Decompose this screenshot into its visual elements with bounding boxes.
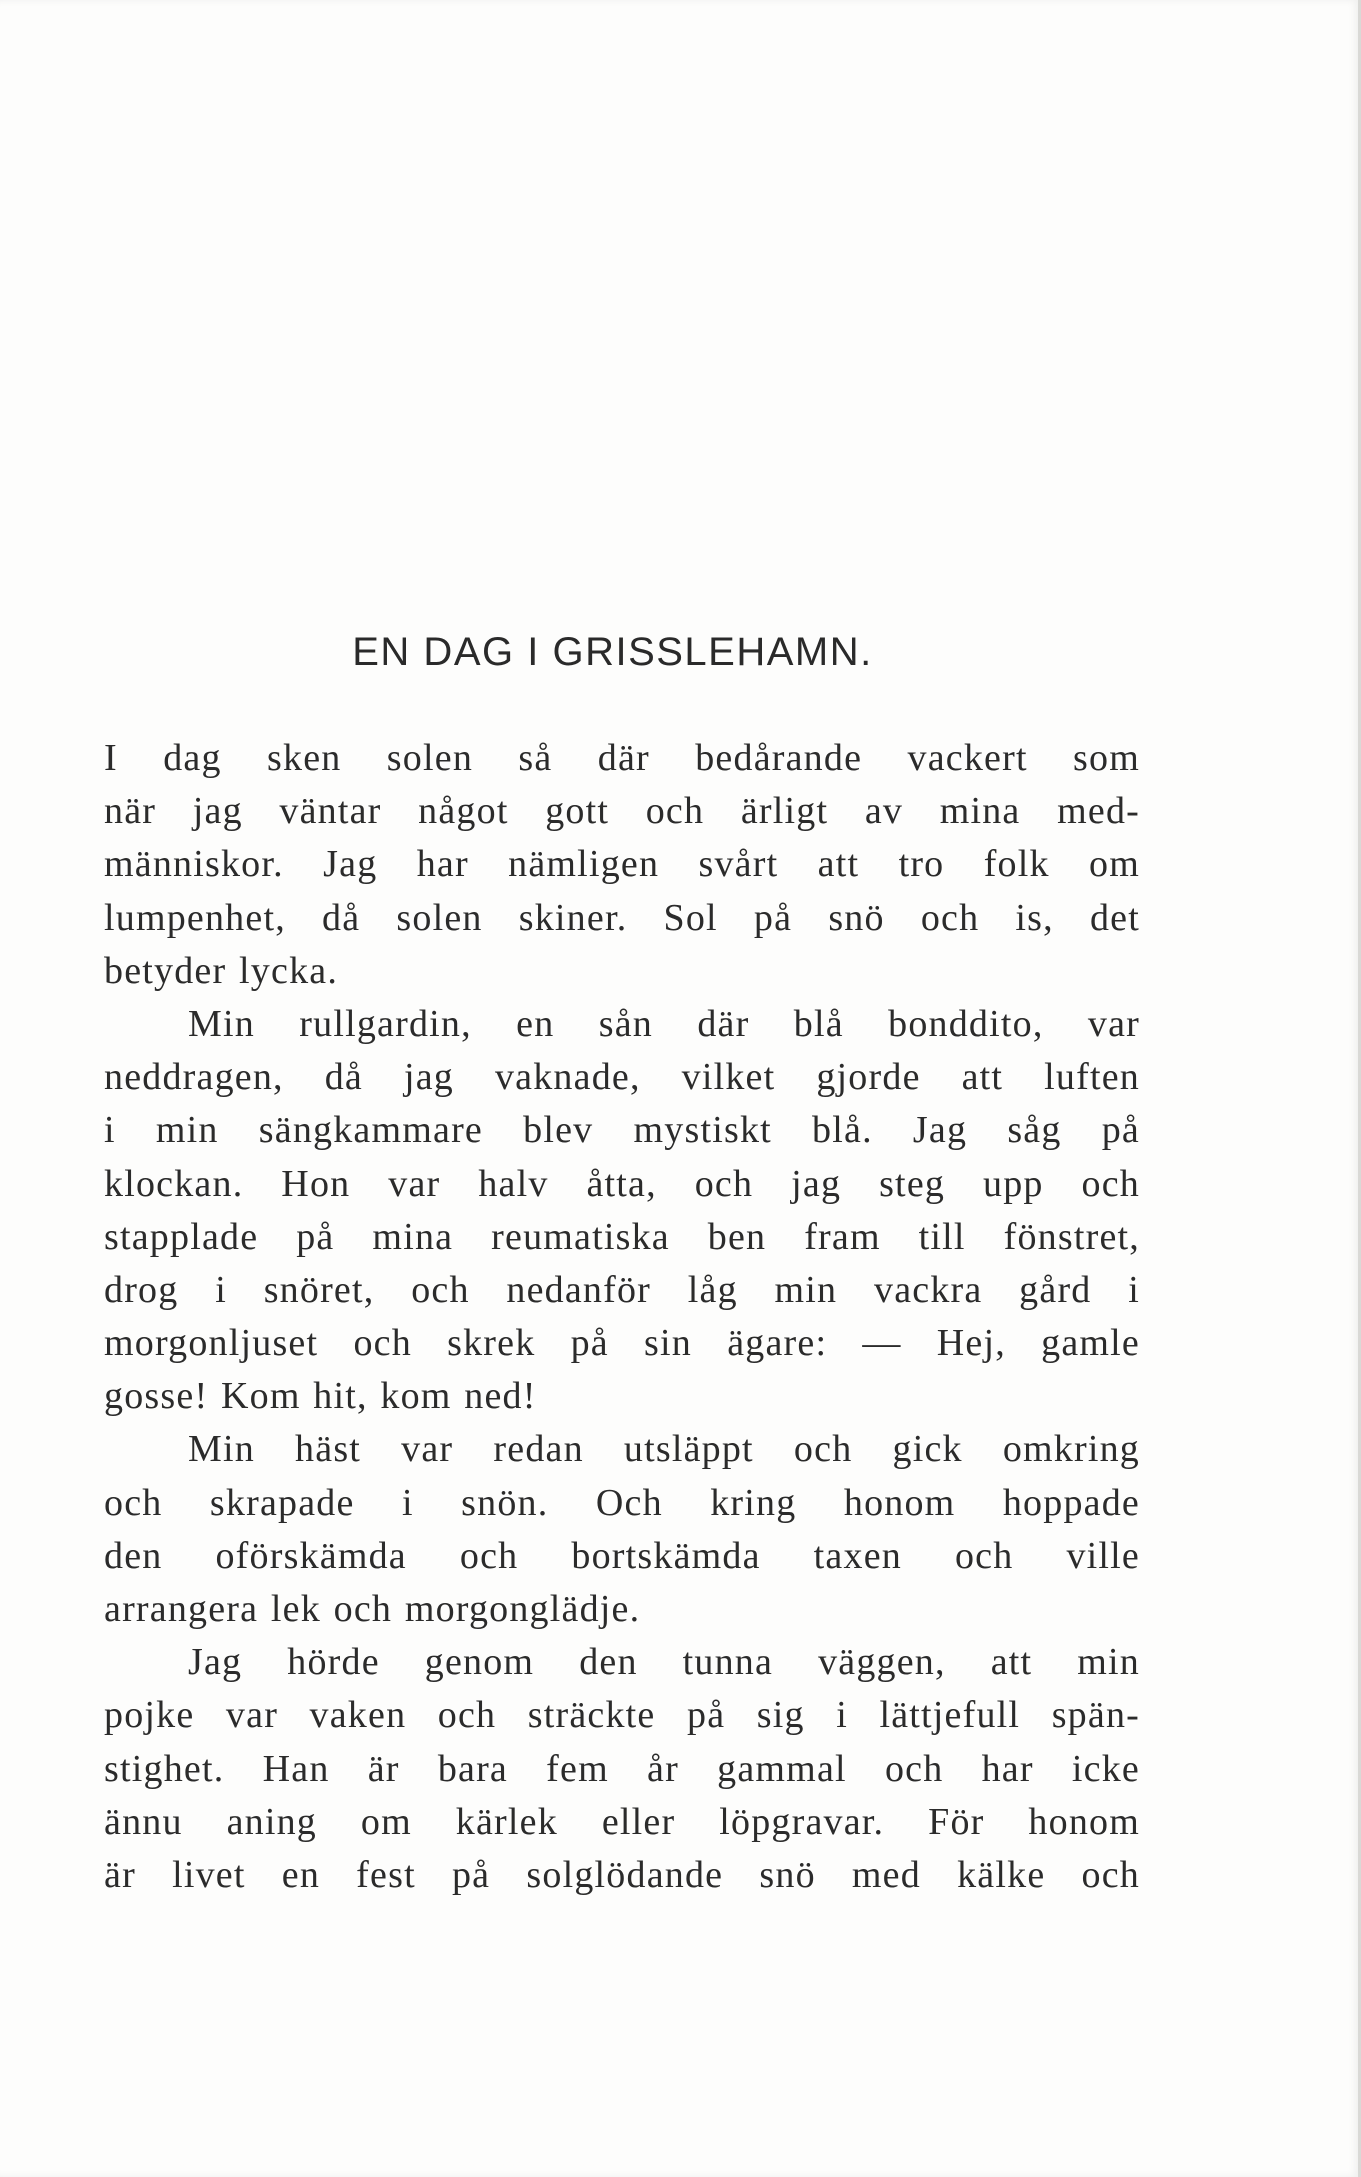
text-line: morgonljuset och skrek på sin ägare: — Hej, gamle — [104, 1322, 1140, 1365]
text-line: pojke var vaken och sträckte på sig i lättjefull spän- — [104, 1694, 1140, 1737]
text-line: i min sängkammare blev mystiskt blå. Jag såg på — [104, 1109, 1140, 1152]
text-line: och skrapade i snön. Och kring honom hoppade — [104, 1481, 1140, 1524]
text-line: arrangera lek och morgonglädje. — [104, 1588, 641, 1630]
text-line: Min rullgardin, en sån där blå bonddito, var — [188, 1002, 1140, 1045]
text-line: när jag väntar något gott och ärligt av mina med- — [104, 790, 1140, 833]
chapter-title: EN DAG I GRISSLEHAMN. — [352, 630, 873, 674]
text-line: klockan. Hon var halv åtta, och jag steg upp och — [104, 1162, 1140, 1205]
text-line: är livet en fest på solglödande snö med kälke och — [104, 1853, 1140, 1896]
text-line: gosse! Kom hit, kom ned! — [104, 1375, 537, 1418]
text-line: stighet. Han är bara fem år gammal och har icke — [104, 1747, 1140, 1790]
text-line: betyder lycka. — [104, 949, 339, 992]
text-line: människor. Jag har nämligen svårt att tro folk om — [104, 843, 1140, 886]
text-line: lumpenhet, då solen skiner. Sol på snö och is, det — [104, 896, 1140, 939]
text-line: ännu aning om kärlek eller löpgravar. För honom — [104, 1800, 1140, 1843]
text-line: stapplade på mina reumatiska ben fram till fönstret, — [104, 1215, 1140, 1258]
text-line: Min häst var redan utsläppt och gick omkring — [188, 1428, 1140, 1471]
text-line: Jag hörde genom den tunna väggen, att min — [188, 1641, 1140, 1684]
text-line: den oförskämda och bortskämda taxen och ville — [104, 1534, 1140, 1577]
text-line: drog i snöret, och nedanför låg min vackra gård i — [104, 1268, 1140, 1311]
text-line: neddragen, då jag vaknade, vilket gjorde att luften — [104, 1056, 1140, 1099]
body-text — [104, 732, 1140, 1902]
text-line: I dag sken solen så där bedårande vackert som — [104, 737, 1140, 779]
